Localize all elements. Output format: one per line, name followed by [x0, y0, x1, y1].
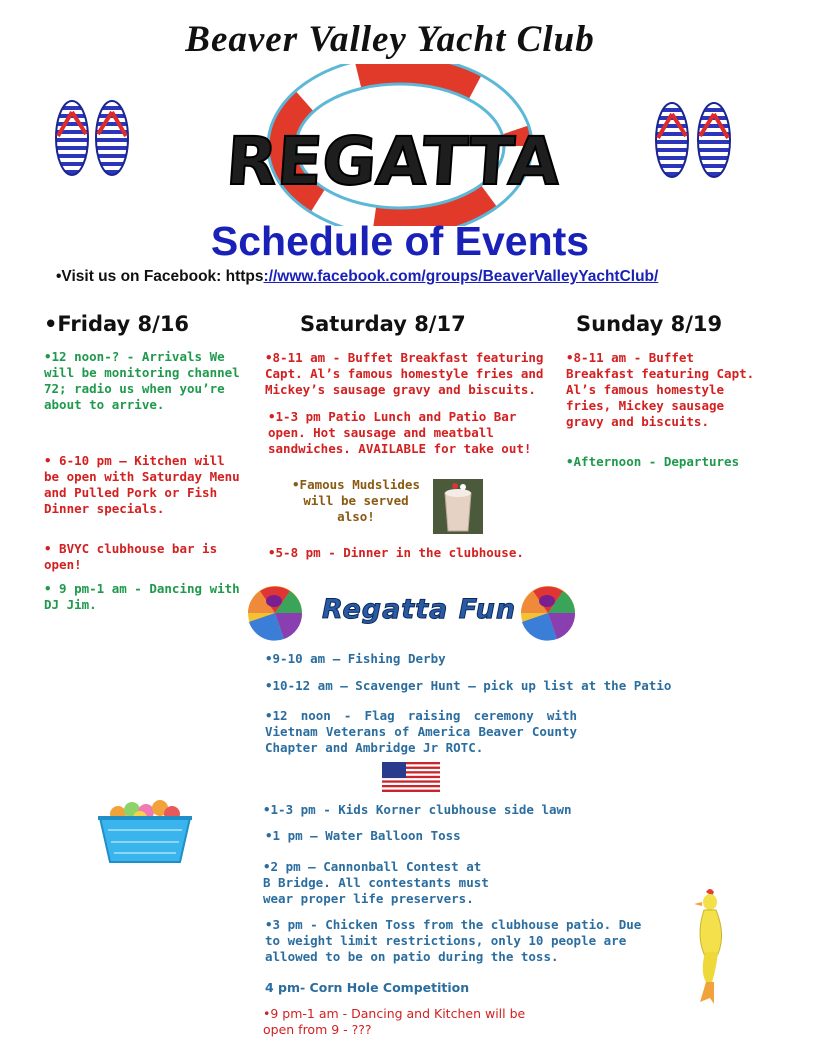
saturday-event: •8-11 am - Buffet Breakfast featuring Capt. Al’s famous homestyle fries and Mickey’s sausage gravy and biscuits.: [265, 350, 544, 397]
saturday-event: •1-3 pm Patio Lunch and Patio Bar open. Hot sausage and meatball sandwiches. AVAILABLE for take out!: [268, 409, 532, 456]
page-title: Schedule of Events: [210, 218, 590, 264]
fun-event: •2 pm – Cannonball Contest at B Bridge. All contestants must wear proper life preservers.: [263, 859, 489, 906]
friday-heading: •Friday 8/16: [44, 312, 190, 336]
saturday-heading: Saturday 8/17: [300, 312, 466, 336]
mudslide-drink-icon: [433, 479, 483, 534]
friday-event: • 6-10 pm – Kitchen will be open with Saturday Menu and Pulled Pork or Fish Dinner specials.: [44, 453, 240, 516]
fun-event: •1 pm – Water Balloon Toss: [265, 828, 461, 843]
sunday-heading: Sunday 8/19: [576, 312, 723, 336]
friday-event: • BVYC clubhouse bar is open!: [44, 541, 218, 572]
fun-event: •3 pm - Chicken Toss from the clubhouse patio. Due to weight limit restrictions, only 10 people are allowed to be on patio during the toss.: [265, 917, 642, 964]
beach-ball-right-icon: [517, 584, 579, 642]
rubber-chicken-icon: [688, 886, 738, 1008]
regatta-fun-heading: Regatta Fun: [322, 594, 517, 625]
sunday-event: •8-11 am - Buffet Breakfast featuring Capt. Al’s famous homestyle fries, Mickey sausage gravy and biscuits.: [566, 350, 755, 429]
facebook-link[interactable]: ://www.facebook.com/groups/BeaverValleyYachtClub/: [263, 268, 659, 285]
friday-event: •12 noon-? - Arrivals We will be monitoring channel 72; radio us when you’re about to arrive.: [44, 349, 240, 412]
fun-event: •10-12 am – Scavenger Hunt – pick up list at the Patio: [265, 678, 672, 693]
sunday-event: •Afternoon - Departures: [566, 454, 740, 469]
water-balloon-tub-icon: [96, 796, 194, 864]
flip-flops-right-icon: [650, 100, 740, 182]
saturday-event: •5-8 pm - Dinner in the clubhouse.: [268, 545, 524, 560]
saturday-event: •Famous Mudslides will be served also!: [292, 477, 420, 524]
flip-flops-left-icon: [50, 98, 136, 180]
club-name: Beaver Valley Yacht Club: [185, 19, 595, 60]
american-flag-icon: [382, 762, 440, 792]
friday-event: • 9 pm-1 am - Dancing with DJ Jim.: [44, 581, 240, 612]
beach-ball-left-icon: [244, 584, 306, 642]
fun-event: •9 pm-1 am - Dancing and Kitchen will be open from 9 - ???: [263, 1006, 526, 1037]
facebook-prefix: •Visit us on Facebook: https: [56, 268, 264, 285]
fun-event: 4 pm- Corn Hole Competition: [265, 980, 470, 995]
fun-event: •1-3 pm - Kids Korner clubhouse side lawn: [263, 802, 572, 817]
fun-event: •12 noon - Flag raising ceremony with Vietnam Veterans of America Beaver County Chapter and Ambridge Jr ROTC.: [265, 708, 577, 755]
fun-event: •9-10 am – Fishing Derby: [265, 651, 446, 666]
regatta-logo: [200, 64, 600, 226]
facebook-line: [56, 268, 658, 286]
regatta-logo-text: REGATTA: [223, 123, 563, 200]
